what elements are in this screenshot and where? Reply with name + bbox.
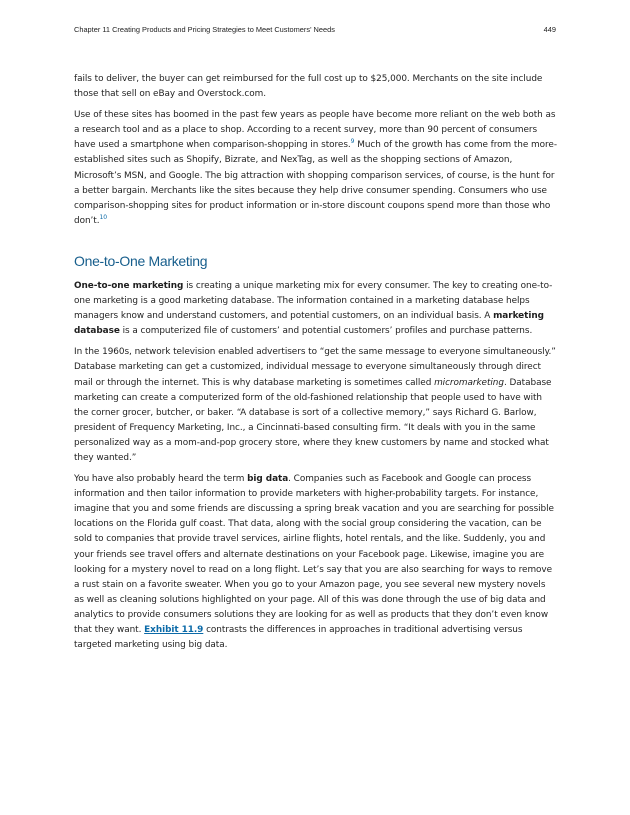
page-number: 449 (543, 25, 556, 34)
paragraph-3-text-a: is creating a unique marketing mix for every consumer. The key to creating one-to-one marketing is a good marketing database. The information contained in a marketing database helps managers know and understand customers, and potential customers, on an individual basis. A (74, 280, 553, 322)
paragraph-1 (74, 72, 558, 102)
paragraph-5-text-a: You have also probably heard the term (74, 474, 248, 485)
paragraph-3 (74, 279, 558, 339)
exhibit-11-9-link[interactable]: Exhibit 11.9 (144, 625, 204, 635)
paragraph-2-text-a: Use of these sites has boomed in the past few years as people have become more reliant on the web both as a research tool and as a place to shop. According to a recent survey, more than 90 percent of consumers have used a smartphone when comparison-shopping in stores. (74, 110, 556, 151)
paragraph-2-text-b: Much of the growth has come from the more-established sites such as Shopify, Bizrate, and NexTag, as well as the shopping sections of Amazon, Microsoft’s MSN, and Google. The big attraction with shopping comparison services, of course, is the hunt for a better bargain. Merchants like the sites because they help drive consumer spending. Consumers who use comparison-shopping sites for product information or in-store discount coupons spend more than those who don’t. (74, 140, 557, 226)
footnote-ref-10[interactable]: 10 (99, 213, 108, 221)
paragraph-5-text-b: . Companies such as Facebook and Google can process information and then tailor information to provide marketers with higher-probability targets. For instance, imagine that you and some friends are discussing a spring break vacation and you are searching for possible locations on the Florida gulf coast. That data, along with the social group considering the vacation, can be sold to companies that provide travel services, airline flights, hotel rentals, and the like. Suddenly, you and your friends see travel offers and alternate destinations on your Facebook page. Likewise, imagine you are looking for a mystery novel to read on a long flight. Let’s say that you are also searching for ways to remove a rust stain on a favorite sweater. When you go to your Amazon page, you see several new mystery novels as well as cleaning solutions highlighted on your page. All of this was done through the use of big data and analytics to provide consumers solutions they are looking for as well as products that they don’t even know that they want. (74, 474, 554, 635)
footnote-ref-9[interactable]: 9 (350, 138, 355, 146)
paragraph-4-text-a: In the 1960s, network television enabled advertisers to “get the same message to everyone simultaneously.” Database marketing can get a customized, individual message to everyone simultaneously through direct mail or through the internet. This is why database marketing is sometimes called (74, 347, 556, 388)
paragraph-4 (74, 345, 558, 466)
body-text (74, 72, 558, 659)
paragraph-5-text-c: contrasts the differences in approaches in traditional advertising versus targeted marketing using big data. (74, 625, 523, 651)
chapter-title: Chapter 11 Creating Products and Pricing Strategies to Meet Customers' Needs (74, 25, 335, 34)
paragraph-3-text-b: is a computerized file of customers’ and potential customers’ profiles and purchase patterns. (119, 326, 533, 337)
key-term-marketing-database: marketing database (74, 311, 544, 337)
key-term-one-to-one-marketing: One-to-one marketing (74, 280, 184, 291)
running-header (74, 25, 556, 34)
key-term-big-data: big data (247, 474, 289, 485)
emphasis-micromarketing: micromarketing (434, 377, 504, 388)
paragraph-1-text: fails to deliver, the buyer can get reimbursed for the full cost up to $25,000. Merchants on the site include those that sell on eBay and Overstock.com. (74, 74, 543, 100)
paragraph-4-text-b: . Database marketing can create a computerized form of the old-fashioned relationship that people used to have with the corner grocer, butcher, or baker. “A database is sort of a collective memory,” says Richard G. Barlow, president of Frequency Marketing, Inc., a Cincinnati-based consulting firm. “It deals with you in the same personalized way as a mom-and-pop grocery store, where they knew customers by name and stocked what they wanted.” (74, 377, 552, 463)
section-heading: One-to-One Marketing (74, 252, 208, 269)
paragraph-2 (74, 108, 558, 229)
paragraph-5 (74, 472, 558, 653)
